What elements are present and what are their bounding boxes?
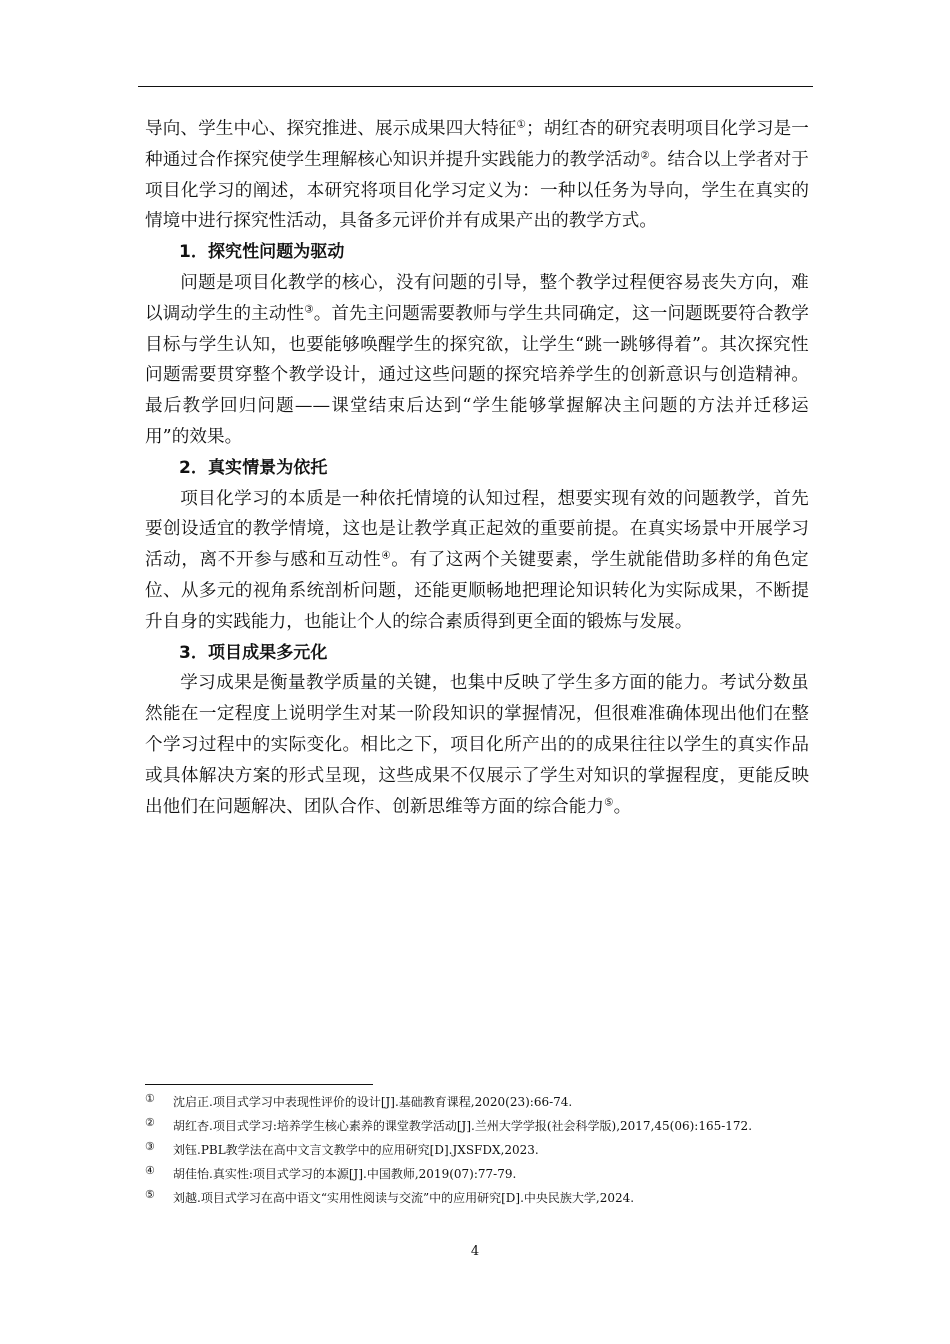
paragraph-3: 项目化学习的本质是一种依托情境的认知过程，想要实现有效的问题教学，首先要创设适宜的教学情境，这也是让教学真正起效的重要前提。在真实场景中开展学习活动，离不开参与感和互动性④。有了这两个关键要素，学生就能借助多样的角色定位、从多元的视角系统剖析问题，还能更顺畅地把理论知识转化为实际成果，不断提升自身的实践能力，也能让个人的综合素质得到更全面的锻炼与发展。 — [145, 488, 809, 632]
section-heading-2: 2．真实情景为依托 — [179, 457, 328, 478]
footnote-5 — [145, 1188, 805, 1208]
footnote-4 — [145, 1164, 805, 1184]
footnote-mark: ① — [145, 1092, 155, 1105]
footnote-separator — [145, 1084, 373, 1085]
footnote-mark: ④ — [145, 1164, 155, 1177]
page-number: 4 — [470, 1244, 480, 1259]
footnote-2 — [145, 1116, 805, 1136]
footnotes — [145, 1092, 805, 1212]
footnote-mark: ② — [145, 1116, 155, 1129]
footnote-text: 胡佳怡.真实性:项目式学习的本源[J].中国教师,2019(07):77-79. — [173, 1167, 517, 1181]
paragraph-2: 问题是项目化教学的核心，没有问题的引导，整个教学过程便容易丧失方向，难以调动学生的主动性③。首先主问题需要教师与学生共同确定，这一问题既要符合教学目标与学生认知，也要能够唤醒学生的探究欲，让学生“跳一跳够得着”。其次探究性问题需要贯穿整个教学设计，通过这些问题的探究培养学生的创新意识与创造精神。最后教学回归问题——课堂结束后达到“学生能够掌握解决主问题的方法并迁移运用”的效果。 — [145, 272, 809, 447]
footnote-3 — [145, 1140, 805, 1160]
section-heading-1: 1．探究性问题为驱动 — [179, 242, 345, 263]
footnote-text: 刘钰.PBL教学法在高中文言文教学中的应用研究[D].JXSFDX,2023. — [173, 1143, 539, 1157]
footnote-text: 胡红杏.项目式学习:培养学生核心素养的课堂教学活动[J].兰州大学学报(社会科学版),2017,45(06):165-172. — [173, 1119, 753, 1133]
footnote-mark: ③ — [145, 1140, 155, 1153]
body-text — [145, 114, 809, 822]
paragraph-4: 学习成果是衡量教学质量的关键，也集中反映了学生多方面的能力。考试分数虽然能在一定程度上说明学生对某一阶段知识的掌握情况，但很难准确体现出他们在整个学习过程中的实际变化。相比之下，项目化所产出的的成果往往以学生的真实作品或具体解决方案的形式呈现，这些成果不仅展示了学生对知识的掌握程度，更能反映出他们在问题解决、团队合作、创新思维等方面的综合能力⑤。 — [145, 673, 809, 817]
footnote-text: 刘越.项目式学习在高中语文“实用性阅读与交流”中的应用研究[D].中央民族大学,2024. — [173, 1191, 635, 1205]
header-rule — [138, 86, 813, 87]
paragraph-1: 导向、学生中心、探究推进、展示成果四大特征①；胡红杏的研究表明项目化学习是一种通过合作探究使学生理解核心知识并提升实践能力的教学活动②。结合以上学者对于项目化学习的阐述，本研究将项目化学习定义为：一种以任务为导向，学生在真实的情境中进行探究性活动，具备多元评价并有成果产出的教学方式。 — [145, 118, 809, 232]
footnote-mark: ⑤ — [145, 1188, 155, 1201]
section-heading-3: 3．项目成果多元化 — [179, 642, 328, 663]
footnote-text: 沈启正.项目式学习中表现性评价的设计[J].基础教育课程,2020(23):66-74. — [173, 1095, 573, 1109]
footnote-1 — [145, 1092, 805, 1112]
